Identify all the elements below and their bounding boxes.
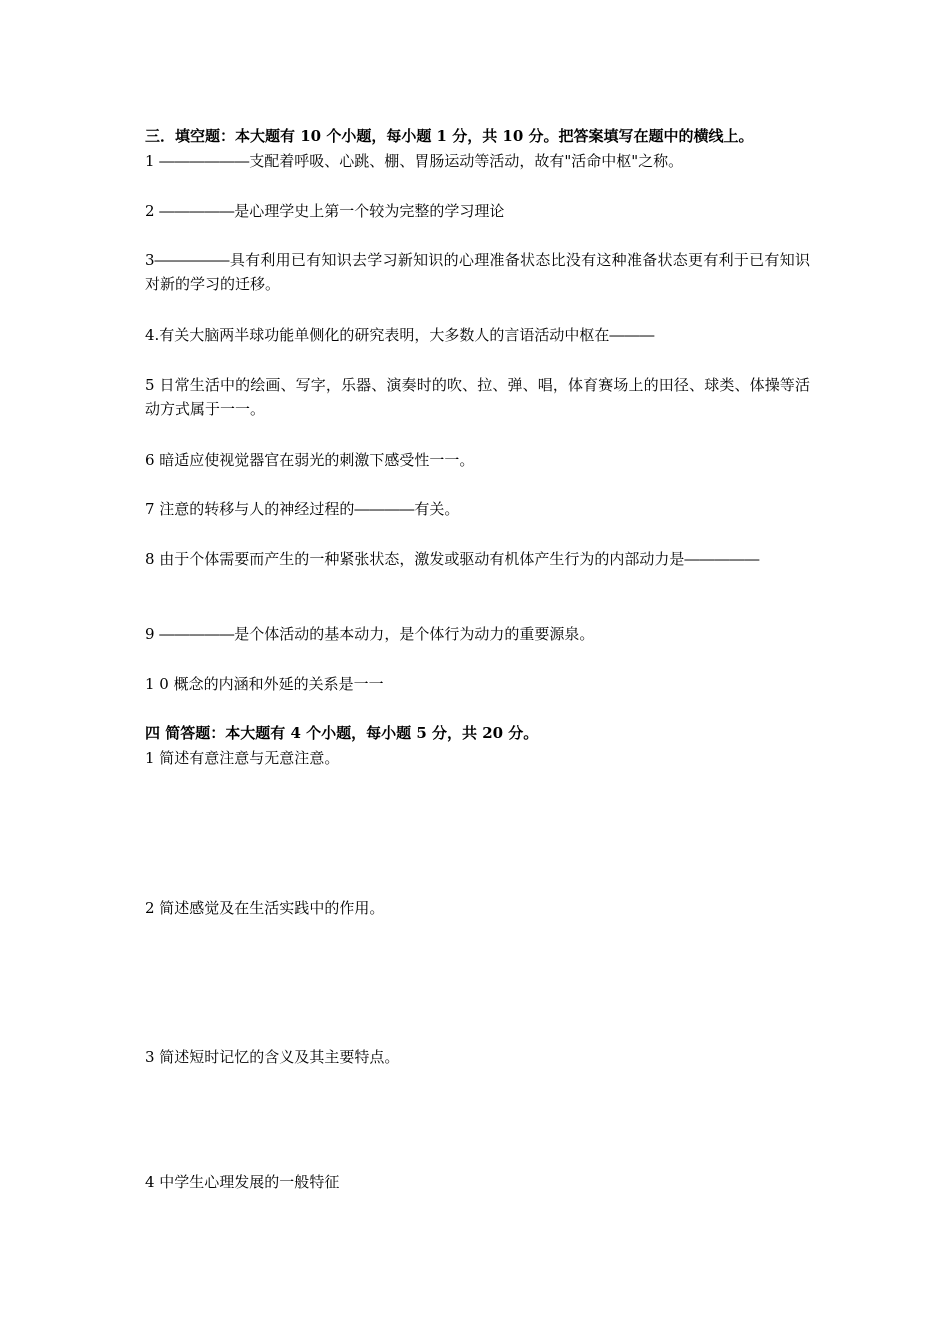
fill-blank-item-6: 6 暗适应使视觉器官在弱光的刺激下感受性一一。 xyxy=(145,451,475,469)
fill-blank-item-2: 2 ―――――是心理学史上第一个较为完整的学习理论 xyxy=(145,202,505,220)
short-answer-item-4: 4 中学生心理发展的一般特征 xyxy=(145,1173,340,1191)
fill-blank-item-5: 5 日常生活中的绘画、写字，乐器、演奏时的吹、拉、弹、唱，体育赛场上的田径、球类、体操等活动方式属于一一。 xyxy=(145,376,810,418)
fill-blank-item-3: 3―――――具有利用已有知识去学习新知识的心理准备状态比没有这种准备状态更有利于已有知识对新的学习的迁移。 xyxy=(145,251,810,293)
fill-blank-item-8: 8 由于个体需要而产生的一种紧张状态，激发或驱动有机体产生行为的内部动力是――――― xyxy=(145,550,760,568)
fill-blank-item-7: 7 注意的转移与人的神经过程的――――有关。 xyxy=(145,500,460,518)
fill-blank-item-10: 1 0 概念的内涵和外延的关系是一一 xyxy=(145,675,384,693)
fill-blank-item-4: 4.有关大脑两半球功能单侧化的研究表明，大多数人的言语活动中枢在――― xyxy=(145,326,655,344)
section-3-heading: 三．填空题：本大题有 10 个小题，每小题 1 分，共 10 分。把答案填写在题中的横线上。 xyxy=(145,127,754,145)
short-answer-item-2: 2 简述感觉及在生活实践中的作用。 xyxy=(145,899,385,917)
fill-blank-item-9: 9 ―――――是个体活动的基本动力，是个体行为动力的重要源泉。 xyxy=(145,625,595,643)
section-4-heading: 四 简答题：本大题有 4 个小题，每小题 5 分，共 20 分。 xyxy=(145,724,539,742)
short-answer-item-3: 3 简述短时记忆的含义及其主要特点。 xyxy=(145,1048,400,1066)
fill-blank-item-1: 1 ――――――支配着呼吸、心跳、棚、胃肠运动等活动，故有"活命中枢"之称。 xyxy=(145,152,684,170)
short-answer-item-1: 1 简述有意注意与无意注意。 xyxy=(145,749,340,767)
